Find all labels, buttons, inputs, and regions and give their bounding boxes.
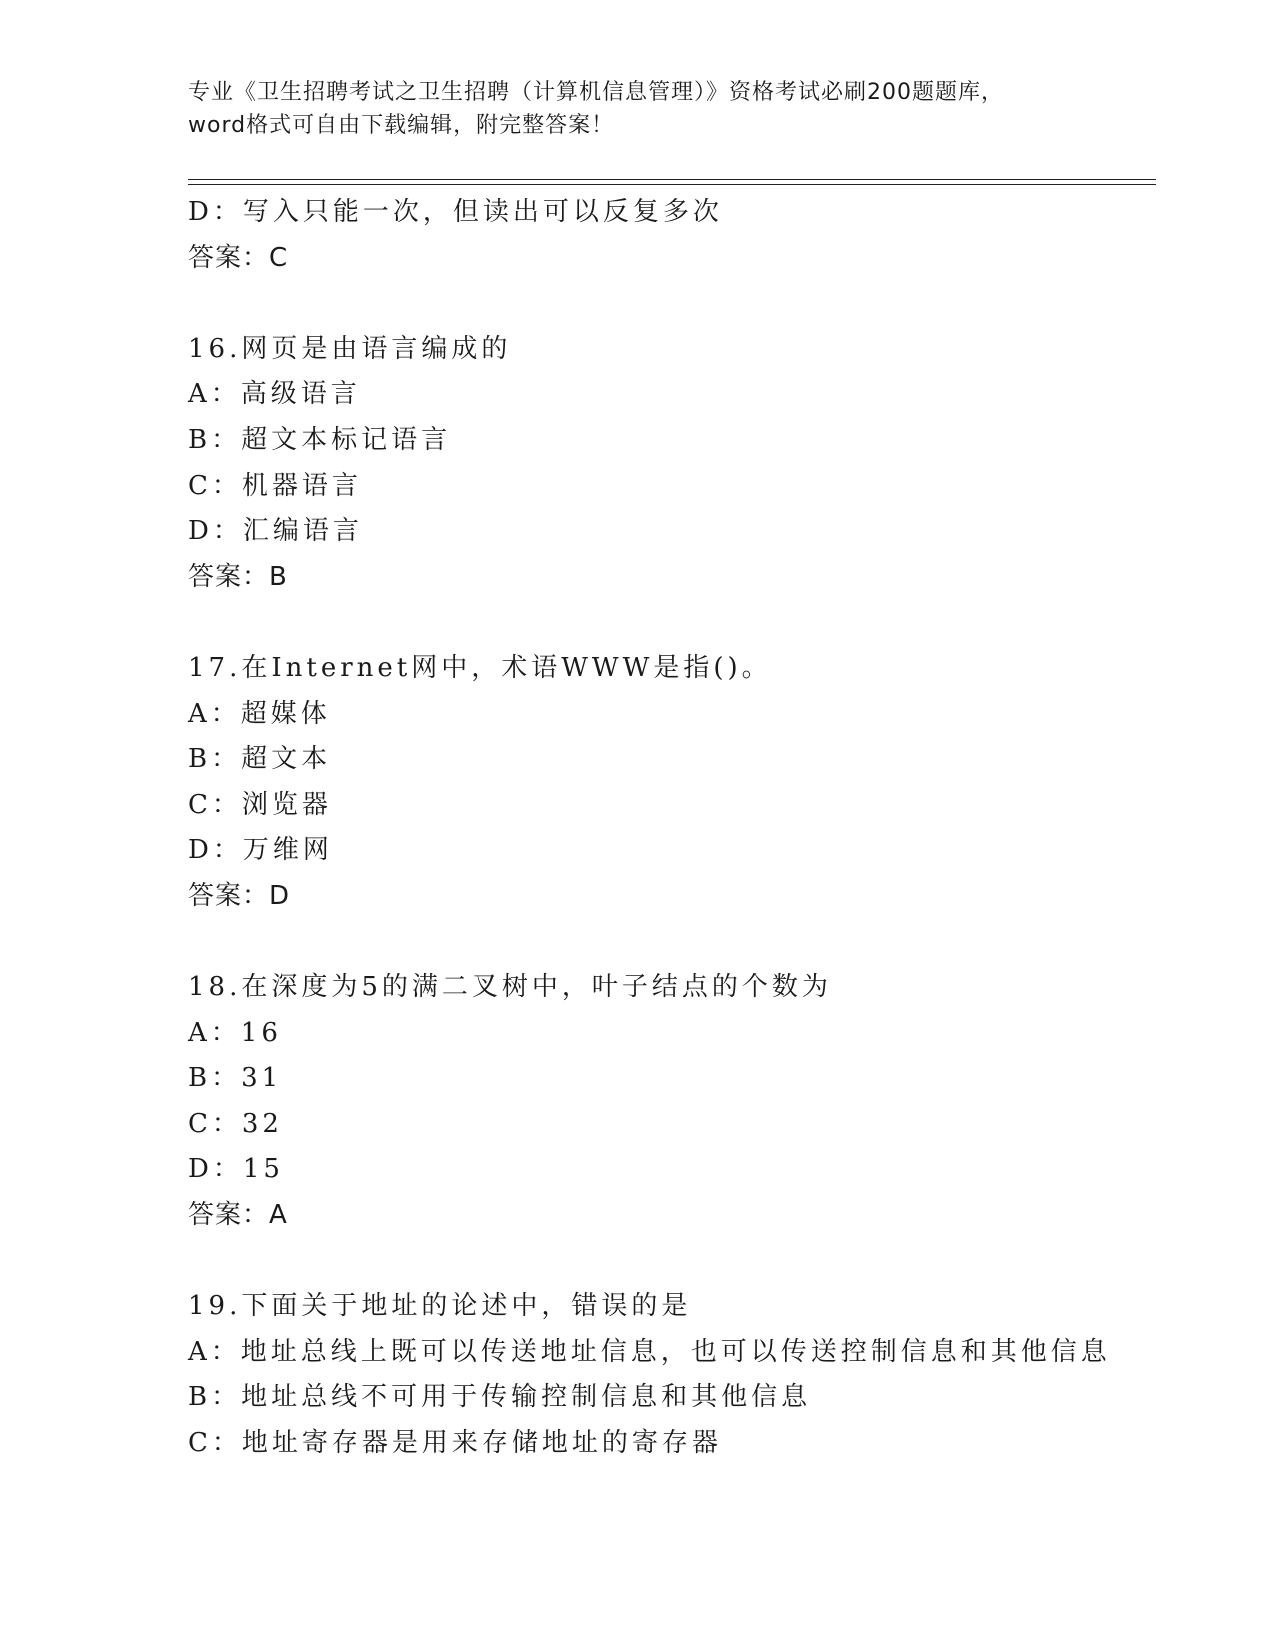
question-16 — [188, 327, 1188, 601]
question-list — [188, 190, 1188, 1467]
option-a: A：超媒体 — [188, 698, 331, 729]
question-stem: 17.在Internet网中，术语WWW是指()。 — [188, 652, 772, 683]
answer: 答案：C — [188, 242, 289, 273]
option-a: A：高级语言 — [188, 379, 361, 410]
document-header — [188, 76, 1088, 142]
header-title-line-2: word格式可自由下载编辑，附完整答案！ — [188, 113, 615, 138]
option-d: D：汇编语言 — [188, 516, 363, 547]
answer: 答案：B — [188, 561, 288, 592]
answer: 答案：A — [188, 1200, 288, 1231]
question-17 — [188, 646, 1188, 920]
header-title-line-1: 专业《卫生招聘考试之卫生招聘（计算机信息管理）》资格考试必刷200题题库， — [188, 80, 1004, 105]
option-c: C：地址寄存器是用来存储地址的寄存器 — [188, 1428, 722, 1459]
option-b: B：超文本 — [188, 744, 332, 775]
option-a: A：16 — [188, 1017, 282, 1048]
option-c: C：浏览器 — [188, 789, 332, 820]
spacer — [188, 920, 1188, 966]
option-c: C：机器语言 — [188, 470, 362, 501]
question-19 — [188, 1284, 1188, 1466]
answer: 答案：D — [188, 880, 291, 911]
spacer — [188, 600, 1188, 646]
header-divider-bottom — [188, 184, 1156, 185]
option-b: B：超文本标记语言 — [188, 424, 452, 455]
option-d: D：15 — [188, 1154, 284, 1185]
question-18 — [188, 965, 1188, 1239]
spacer — [188, 281, 1188, 327]
header-divider-top — [188, 179, 1156, 180]
option-a: A：地址总线上既可以传送地址信息，也可以传送控制信息和其他信息 — [188, 1336, 1111, 1367]
option-c: C：32 — [188, 1108, 283, 1139]
question-stem: 18.在深度为5的满二叉树中，叶子结点的个数为 — [188, 972, 832, 1003]
question-stem: 16.网页是由语言编成的 — [188, 333, 512, 364]
option-d: D：写入只能一次，但读出可以反复多次 — [188, 197, 723, 227]
spacer — [188, 1239, 1188, 1285]
question-15-tail — [188, 190, 1188, 281]
option-b: B：地址总线不可用于传输控制信息和其他信息 — [188, 1382, 812, 1413]
option-d: D：万维网 — [188, 835, 333, 866]
option-b: B：31 — [188, 1063, 283, 1094]
question-stem: 19.下面关于地址的论述中，错误的是 — [188, 1291, 692, 1322]
